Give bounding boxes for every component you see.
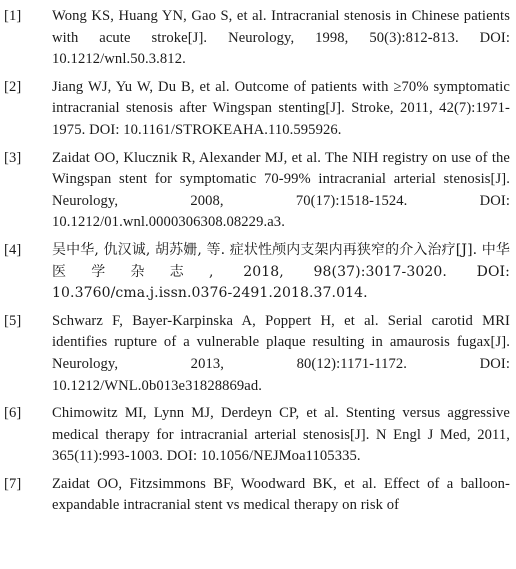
reference-number: [7] (4, 475, 22, 492)
reference-text: Schwarz F, Bayer-Karpinska A, Poppert H, et al. Serial carotid MRI identifies rupture of a vulnerable plaque resulting in amaurosis fugax[J]. Neurology, 2013, 80(12):1171-1172. DOI: 10.1212/WNL.0b013e31828869ad. (52, 312, 510, 394)
reference-text: Jiang WJ, Yu W, Du B, et al. Outcome of patients with ≥70% symptomatic intracranial stenosis after Wingspan stenting[J]. Stroke, 2011, 42(7):1971-1975. DOI: 10.1161/STROKEAHA.110.595926. (52, 78, 510, 138)
reference-number: [6] (4, 405, 22, 422)
reference-text: 吴中华, 仇汉诚, 胡苏姗, 等. 症状性颅内支架内再狭窄的介入治疗[J]. 中华医学杂志, 2018, 98(37):3017-3020. DOI: 10.3760/cma.j.issn.0376-2491.2018.37.014. (52, 241, 510, 302)
reference-item (0, 311, 516, 397)
reference-text: Chimowitz MI, Lynn MJ, Derdeyn CP, et al. Stenting versus aggressive medical therapy for intracranial arterial stenosis[J]. N Engl J Med, 2011, 365(11):993-1003. DOI: 10.1056/NEJMoa1105335. (52, 405, 510, 465)
reference-number: [5] (4, 312, 22, 329)
reference-text: Zaidat OO, Fitzsimmons BF, Woodward BK, et al. Effect of a balloon-expandable intracranial stent vs medical therapy on risk of (52, 475, 510, 514)
reference-item (0, 240, 516, 305)
reference-text: Wong KS, Huang YN, Gao S, et al. Intracranial stenosis in Chinese patients with acute stroke[J]. Neurology, 1998, 50(3):812-813. DOI: 10.1212/wnl.50.3.812. (52, 8, 510, 68)
reference-item (0, 0, 516, 71)
reference-number: [4] (4, 241, 22, 258)
reference-number: [2] (4, 78, 22, 95)
reference-item (0, 474, 516, 517)
reference-item (0, 148, 516, 234)
reference-item (0, 403, 516, 468)
reference-text: Zaidat OO, Klucznik R, Alexander MJ, et al. The NIH registry on use of the Wingspan stent for symptomatic 70-99% intracranial arterial stenosis[J]. Neurology, 2008, 70(17):1518-1524. DOI: 10.1212/01.wnl.0000306308.08229.a3. (52, 149, 510, 231)
reference-item (0, 77, 516, 142)
reference-number: [3] (4, 149, 22, 166)
reference-number: [1] (4, 8, 22, 24)
